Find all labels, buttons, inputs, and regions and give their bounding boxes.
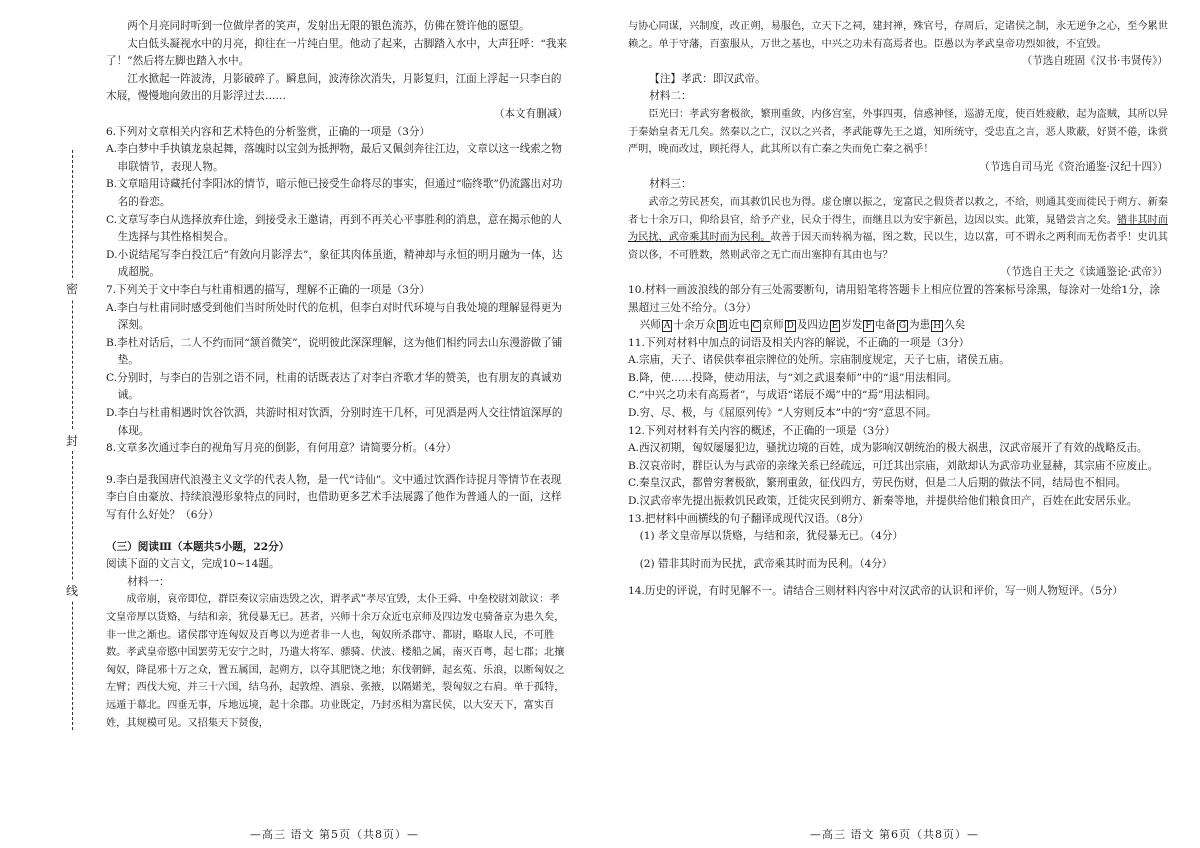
q10-segment: 京师 <box>762 319 784 332</box>
question-6-option-d: D.小说结尾写李白投江后“有敛向月影浮去”，象征其肉体虽逝，精神却与永恒的明月融为一体，达成超脱。 <box>106 248 563 279</box>
q10-segment: 近屯 <box>728 319 750 332</box>
question-12-option-c: C.秦皇汉武，都曾穷奢极欲，繁刑重敛，征伐四方，劳民伤财，但是二人后期的做法不同，结局也不相同。 <box>628 477 1127 490</box>
question-11-option-d: D.穷、尽、极，与《屈原列传》“人穷则反本”中的“穷”意思不同。 <box>628 407 937 420</box>
question-8: 8.文章多次通过李白的视角写月亮的倒影，有何用意？请简要分析。（4分） <box>106 442 457 455</box>
material-1-label: 材料一： <box>127 575 170 588</box>
question-7-option-a: A.李白与杜甫同时感受到他们当时所处时代的危机，但李白对时代环境与自我处境的理解显得更为深刻。 <box>106 301 562 332</box>
material-2-source: （节选自司马光《资治通鉴·汉纪十四》） <box>979 160 1168 173</box>
q10-segment: 屯备 <box>874 319 896 332</box>
binding-mark-xian: 线 <box>66 580 78 601</box>
q10-segment: 及四边 <box>796 319 829 332</box>
question-13-item-1: (1) 孝文皇帝厚以货赂，与结和亲，犹侵暴无已。（4分） <box>639 530 904 543</box>
reading-instruction: 阅读下面的文言文，完成10~14题。 <box>106 558 280 571</box>
page-footer-left: —高三 语文 第5页（共8页）— <box>250 828 419 841</box>
question-7-option-b: B.李杜对话后，二人不约而同“颔首微笑”，说明彼此深深理解，这为他们相约同去山东漫游做了铺垫。 <box>106 336 563 367</box>
q10-segment: 为患 <box>909 319 931 332</box>
question-6-option-b: B.文章暗用诗藏托付李阳冰的情节，暗示他已接受生命将尽的事实，但通过“临终歌”仍流露出对功名的眷恋。 <box>106 178 563 208</box>
q10-segment: 岁发 <box>841 319 863 332</box>
q10-mark-h[interactable]: H <box>933 321 942 332</box>
story-paragraph: 太白低头凝视水中的月亮，抑往在一片纯白里。他动了起来，古脚踏入水中，大声狂呼：“我来了！”然后将左脚也踏入水中。 <box>106 37 567 68</box>
question-12-stem: 12.下列对材料有关内容的概述，不正确的一项是（3分） <box>628 424 896 437</box>
story-source-note: （本文有删减） <box>493 107 568 120</box>
q10-mark-e[interactable]: E <box>831 321 839 332</box>
q10-mark-f[interactable]: F <box>865 321 872 332</box>
right-page <box>600 0 1200 848</box>
question-13-item-2: (2) 错非其时而为民扰，武帝乘其时而为民利。（4分） <box>639 557 893 570</box>
question-6-stem: 6.下列对文章相关内容和艺术特色的分析鉴赏，正确的一项是（3分） <box>106 125 431 138</box>
question-9: 9.李白是我国唐代浪漫主义文学的代表人物，是一代“诗仙”。文中通过饮酒作诗捉月等情节在表现李白自由豪放、持续浪漫形象特点的同时，也借助更多艺术手法展露了他作为普通人的一面，这样写有什么好处？（6分） <box>106 473 562 522</box>
material-2-text: 臣光曰：孝武穷奢极欲，繁刑重敛，内侈宫室，外事四夷，信惑神怪，巡游无度，使百姓疲敝，起为盗贼，其所以异于秦始皇者无几矣。然秦以之亡，汉以之兴者，孝武能尊先王之道，知所统守，受忠直之言，恶人欺蔽，好贤不倦，诛赏严明，晚而改过，顾托得人，此其所以有亡秦之失而免亡秦之祸乎！ <box>628 108 1168 156</box>
question-7-option-c: C.分别时，与李白的告别之语不同，杜甫的话既表达了对李白齐歌才华的赞美，也有朋友的真诚劝诫。 <box>106 371 563 402</box>
q10-mark-c[interactable]: C <box>752 321 760 332</box>
material-2-label: 材料二： <box>649 90 692 103</box>
story-paragraph: 两个月亮同时听到一位做岸者的笑声，发射出无限的银色流苏，仿佛在赞许他的愿望。 <box>127 20 530 32</box>
material-1-source: （节选自班固《汉书·韦贤传》） <box>1021 55 1168 68</box>
binding-mark-feng: 封 <box>66 430 78 451</box>
question-6-option-a: A.李白梦中手执镇龙泉起舞，落魄时以宝剑为抵押物，最后又佩剑奔往江边，文章以这一线索之物串联情节，表现人物。 <box>106 143 562 173</box>
q10-segment: 十余万众 <box>673 319 716 332</box>
question-11-option-a: A.宗庙，天子、诸侯供奉祖宗牌位的处所。宗庙制度规定，天子七庙，诸侯五庙。 <box>628 354 1010 367</box>
footnote: 【注】孝武：即汉武帝。 <box>649 72 766 85</box>
question-12-option-a: A.西汉初期，匈奴屡屡犯边，骚扰边境的百姓，成为影响汉朝统治的极大祸患，汉武帝展开了有效的战略反击。 <box>628 442 1148 455</box>
q10-mark-d[interactable]: D <box>786 321 794 332</box>
question-11-stem: 11.下列对材料中加点的词语及相关内容的解说，不正确的一项是（3分） <box>628 336 970 349</box>
question-7-option-d: D.李白与杜甫相遇时饮谷饮酒，共游时相对饮酒，分别时连干几杯，可见酒是两人交往情谊深厚的体现。 <box>106 407 563 437</box>
right-column <box>628 18 1168 601</box>
material-1-continued: 与协心同谋，兴制度，改正朔，易服色，立天下之祠，建封禅，殊官号，存周后，定诸侯之制，永无逆争之心，至今累世赖之。单于守藩，百蛮服从，万世之基也，中兴之功未有高焉者也。臣愚以为孝武皇帝功烈如彼，不宜毁。 <box>628 21 1168 50</box>
material-3-text <box>628 194 1168 264</box>
material-3-label: 材料三： <box>649 178 692 191</box>
question-10-stem: 10.材料一画波浪线的部分有三处需要断句，请用铅笔将答题卡上相应位置的答案标号涂黑，每涂对一处给1分，涂黑超过三处不给分。（3分） <box>628 283 1161 314</box>
question-12-option-b: B.汉哀帝时，群臣认为与武帝的亲缘关系已经疏远，可迁其出宗庙，刘歆却认为武帝功业显赫，其宗庙不应废止。 <box>628 459 1159 472</box>
q10-segment: 兴师 <box>639 319 661 332</box>
question-7-stem: 7.下列关于文中李白与杜甫相遇的描写，理解不正确的一项是（3分） <box>106 283 431 296</box>
q10-segment: 久矣 <box>944 319 966 332</box>
material-3-part-a: 武帝之劳民甚矣，而其救饥民也为得。虚仓廪以振之，宠富民之假贷者以救之，不给，则通其变而徙民于朔方、新秦者七十余万口，仰给县官，给予产业，民众于得生，而继且以为安宇新邑，边因以实。此策，晁错尝言之矣。 <box>628 196 1168 226</box>
section-heading: （三）阅读Ⅲ（本题共5小题，22分） <box>106 540 290 553</box>
material-3-part-b: 故善于因天而转祸为福，图之数，民以生，边以富，可不谓永之两利而无伤者乎！史讥其资以侈，不可胜数，然则武帝之无亡而出塞抑有其由也与？ <box>628 232 1168 261</box>
material-3-underlined-sentence: 错非其时而为民扰，武帝乘其时而为民利。 <box>628 214 1168 244</box>
question-10-sentence <box>628 317 1168 335</box>
question-12-option-d: D.汉武帝率先提出振救饥民政策，迁徙灾民到朔方、新秦等地，并提供给他们粮食田产，百姓在此安居乐业。 <box>628 495 1138 508</box>
q10-mark-g[interactable]: G <box>898 321 907 332</box>
material-1-text: 成帝崩，哀帝即位，群臣奏议宗庙迭毁之次，谓孝武“孝尽宜毁，太仆王舜、中垒校尉刘歆议：孝文皇帝厚以货赂，与结和亲，犹侵暴无已。甚者，兴师十余万众近屯京师及四边发屯骑备京为患久矣，非一世之渐也。诸侯郡守连匈奴及百粤以为逆者非一人也，匈奴所杀郡守、都尉，略取人民，不可胜数。孝武皇帝愍中国罢劳无安宁之时，乃遣大将军、骠骑、伏波、楼船之属，南灭百粤，起七郡；北攘匈奴，降昆邪十万之众，置五属国，起朔方，以夺其肥饶之地；东伐朝鲜，起玄菟、乐浪，以断匈奴之左臂；西伐大宛，并三十六国，结乌孙，起敦煌、酒泉、张掖，以隔婼羌，裂匈奴之右肩。单于孤特，远遁于幕北。四垂无事，斥地远境，起十余郡。功业既定，乃封丞相为富民侯，以大安天下，富实百姓，其规模可见。又招集天下贤俊， <box>106 594 565 729</box>
question-6-option-c: C.文章写李白从选择放弃仕途，到接受永王邀请，再到不再关心平事胜利的消息，意在揭示他的人生选择与其性格相契合。 <box>106 213 563 244</box>
story-paragraph: 江水掀起一阵波涛，月影破碎了。瞬息间，波涛徐次消失，月影复归，江面上浮起一只李白的木屐，慢慢地向敛出的月影浮过去…… <box>106 72 562 103</box>
page-footer-right: —高三 语文 第6页（共8页）— <box>810 828 979 841</box>
question-13-stem: 13.把材料中画横线的句子翻译成现代汉语。（8分） <box>628 512 869 525</box>
q10-mark-a[interactable]: A <box>663 321 671 332</box>
q10-mark-b[interactable]: B <box>718 321 726 332</box>
binding-mark-mi: 密 <box>66 278 78 299</box>
question-11-option-b: B.降，使……投降，使动用法，与“刘之武退秦师”中的“退”用法相同。 <box>628 371 958 384</box>
left-column <box>106 18 568 732</box>
material-3-source: （节选自王夫之《读通鉴论·武帝》） <box>1000 266 1168 279</box>
question-11-option-c: C.“中兴之功未有高焉者”，与成语“诺辰不竭”中的“焉”用法相同。 <box>628 389 937 402</box>
question-14: 14.历史的评说，有时见解不一。请结合三则材料内容中对汉武帝的认识和评价，写一则人物短评。（5分） <box>628 585 1124 598</box>
